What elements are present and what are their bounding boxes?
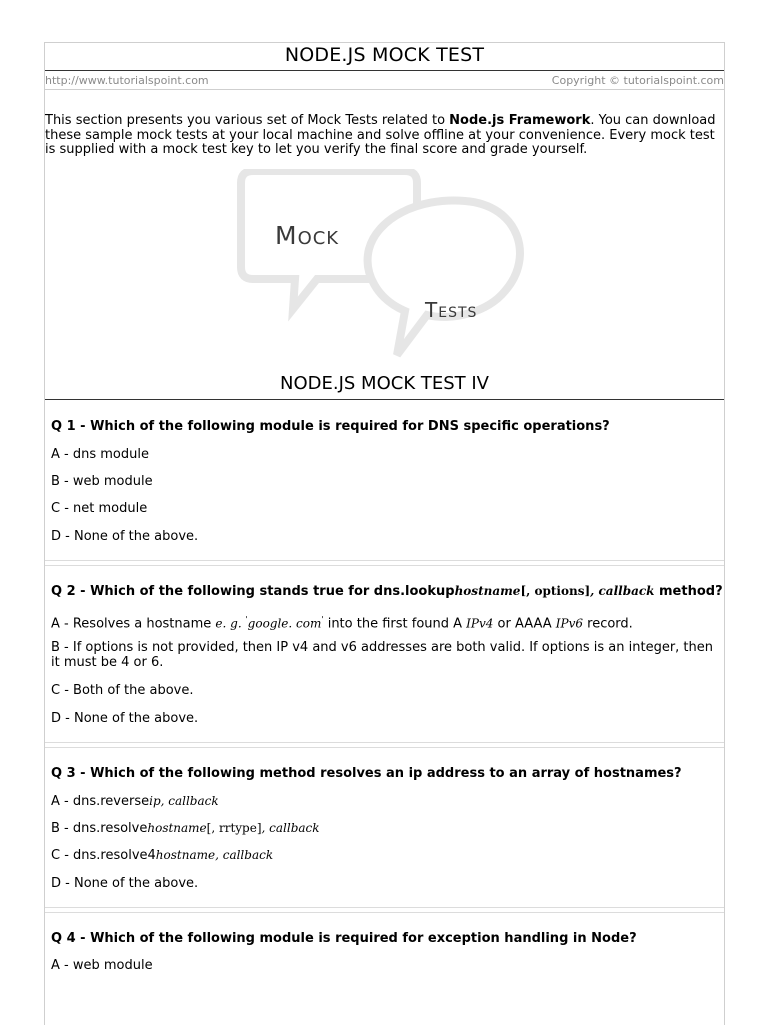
q2a-ipv4: IPv4 <box>466 616 494 631</box>
intro-text-before: This section presents you various set of Mock Tests related to <box>45 113 450 128</box>
speech-bubbles-icon <box>237 169 532 379</box>
q3b-rrtype: [, rrtype] <box>206 821 262 835</box>
q3c-pre: C - dns.resolve4 <box>51 848 156 863</box>
q3c-params: hostname, callback <box>155 848 274 862</box>
question-3: Q 3 - Which of the following method resolves an ip address to an array of hostnames? <box>51 766 682 781</box>
q2-option-b[interactable]: B - If options is not provided, then IP v4 and v6 addresses are both valid. If options is an integer, then it must be 4 or 6. <box>51 640 713 670</box>
q2-param-options: [, options] <box>520 584 591 598</box>
page-title: NODE.JS MOCK TEST <box>284 44 485 66</box>
question-separator <box>45 912 724 913</box>
page-frame <box>44 42 725 1025</box>
q2a-pre: A - Resolves a hostname <box>51 616 216 632</box>
q3a-pre: A - dns.reverse <box>51 794 150 809</box>
q3-option-a[interactable] <box>51 794 717 809</box>
intro-paragraph <box>45 114 724 158</box>
q2a-mid: into the first found A <box>323 616 467 632</box>
q3b-pre: B - dns.resolve <box>51 821 148 836</box>
q2-param-callback: , callback <box>590 584 655 598</box>
q2a-eg: e. g. <box>215 616 246 631</box>
question-separator <box>45 742 724 743</box>
q2-option-d[interactable]: D - None of the above. <box>51 711 199 726</box>
question-separator <box>45 747 724 748</box>
question-separator <box>45 565 724 566</box>
logo-word-tests: Tests <box>425 298 478 322</box>
q2a-google: google. com <box>247 616 322 631</box>
section-title: NODE.JS MOCK TEST IV <box>280 373 489 394</box>
q4-option-a[interactable]: A - web module <box>51 958 153 973</box>
q2a-ipv6: IPv6 <box>555 616 583 631</box>
header-rule <box>45 89 724 90</box>
header-url[interactable]: http://www.tutorialspoint.com <box>45 74 209 87</box>
q1-option-b[interactable]: B - web module <box>51 474 153 489</box>
q1-option-a[interactable]: A - dns module <box>51 447 149 462</box>
title-rule <box>45 70 724 71</box>
q3b-hostname: hostname <box>147 821 207 835</box>
question-separator <box>45 560 724 561</box>
q3-option-c[interactable] <box>51 848 717 863</box>
question-separator <box>45 907 724 908</box>
q2-text-prefix: Q 2 - Which of the following stands true for dns.lookup <box>51 584 455 599</box>
q2a-or: or AAAA <box>493 616 556 632</box>
question-1: Q 1 - Which of the following module is required for DNS specific operations? <box>51 419 610 434</box>
q2-option-c[interactable]: C - Both of the above. <box>51 683 194 698</box>
q3a-params: ip, callback <box>149 794 219 808</box>
q2a-end: record. <box>583 616 633 632</box>
q1-option-d[interactable]: D - None of the above. <box>51 529 199 544</box>
header-copyright: Copyright © tutorialspoint.com <box>551 74 724 87</box>
section-rule <box>45 399 724 400</box>
question-2 <box>51 584 723 599</box>
intro-text-after: . You can download these sample mock tests at your local machine and solve offline at your convenience. Every mock test is supplied with a mock test key to let you verify the final score and grade yourself. <box>45 113 716 157</box>
q3-option-b[interactable] <box>51 821 717 836</box>
q2-param-hostname: hostname <box>454 584 521 598</box>
logo-word-mock: Mock <box>275 221 340 250</box>
q2-text-suffix: method? <box>654 584 723 599</box>
intro-bold: Node.js Framework <box>449 113 591 128</box>
question-4: Q 4 - Which of the following module is required for exception handling in Node? <box>51 931 637 946</box>
q1-option-c[interactable]: C - net module <box>51 501 148 516</box>
q3-option-d[interactable]: D - None of the above. <box>51 876 199 891</box>
q2-option-a[interactable]: A - Resolves a hostname e. g. 'google. com' into the first found A IPv4 or AAAA IPv6 record. <box>51 615 633 632</box>
q3b-callback: , callback <box>261 821 320 835</box>
